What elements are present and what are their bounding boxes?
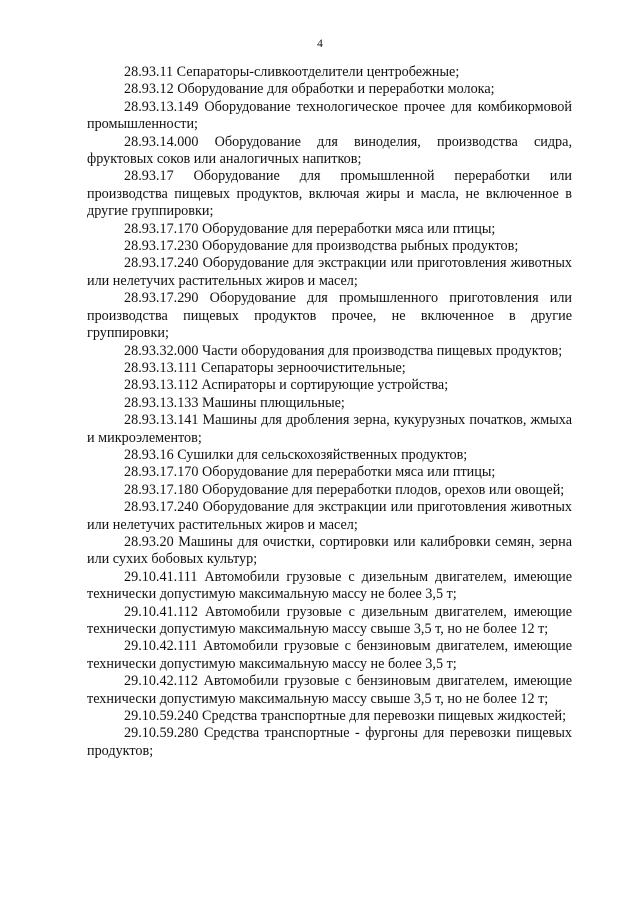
list-item: 28.93.13.133 Машины плющильные; — [124, 394, 345, 411]
list-item: 28.93.17.180 Оборудование для переработки плодов, орехов или овощей; — [124, 481, 565, 498]
list-item: 28.93.20 Машины для очистки, сортировки или калибровки семян, зерна или сухих бобовых культур; — [87, 533, 572, 568]
list-item: 29.10.41.111 Автомобили грузовые с дизельным двигателем, имеющие технически допустимую максимальную массу не более 3,5 т; — [87, 568, 572, 603]
list-item: 28.93.11 Сепараторы-сливкоотделители центробежные; — [124, 64, 460, 80]
list-item: 28.93.17.170 Оборудование для переработки мяса или птицы; — [124, 464, 496, 481]
list-item: 29.10.41.112 Автомобили грузовые с дизельным двигателем, имеющие технически допустимую максимальную массу свыше 3,5 т, но не более 12 т; — [87, 603, 572, 637]
list-item: 28.93.17 Оборудование для промышленной переработки или производства пищевых продуктов, включая жиры и масла, не включенное в другие группировки; — [87, 168, 572, 220]
list-item: 28.93.13.149 Оборудование технологическое прочее для комбикормовой промышленности; — [87, 98, 572, 133]
list-item: 28.93.16 Сушилки для сельскохозяйственных продуктов; — [124, 446, 468, 463]
list-item: 28.93.32.000 Части оборудования для производства пищевых продуктов; — [124, 342, 563, 359]
list-item: 28.93.12 Оборудование для обработки и переработки молока; — [124, 81, 495, 98]
list-item: 28.93.17.170 Оборудование для переработки мяса или птицы; — [124, 220, 496, 237]
list-item: 29.10.59.280 Средства транспортные - фургоны для перевозки пищевых продуктов; — [87, 725, 572, 759]
list-item: 29.10.42.112 Автомобили грузовые с бензиновым двигателем, имеющие технически допустимую максимальную массу свыше 3,5 т, но не более 12 т; — [87, 673, 572, 707]
list-item: 28.93.17.240 Оборудование для экстракции или приготовления животных или нелетучих растительных жиров и масел; — [87, 255, 572, 289]
list-item: 28.93.17.240 Оборудование для экстракции или приготовления животных или нелетучих растительных жиров и масел; — [87, 499, 572, 533]
list-item: 28.93.13.111 Сепараторы зерноочистительные; — [124, 359, 406, 376]
document-body — [87, 64, 572, 760]
list-item: 29.10.42.111 Автомобили грузовые с бензиновым двигателем, имеющие технически допустимую максимальную массу не более 3,5 т; — [87, 638, 572, 672]
list-item: 28.93.14.000 Оборудование для виноделия, производства сидра, фруктовых соков или аналогичных напитков; — [87, 133, 572, 168]
page-number: 4 — [317, 38, 323, 50]
list-item: 28.93.17.290 Оборудование для промышленного приготовления или производства пищевых продуктов прочее, не включенное в другие группировки; — [87, 290, 572, 342]
list-item: 28.93.13.112 Аспираторы и сортирующие устройства; — [124, 377, 449, 394]
list-item: 28.93.17.230 Оборудование для производства рыбных продуктов; — [124, 238, 519, 255]
list-item: 28.93.13.141 Машины для дробления зерна, кукурузных початков, жмыха и микроэлементов; — [87, 412, 572, 446]
list-item: 29.10.59.240 Средства транспортные для перевозки пищевых жидкостей; — [124, 708, 567, 725]
